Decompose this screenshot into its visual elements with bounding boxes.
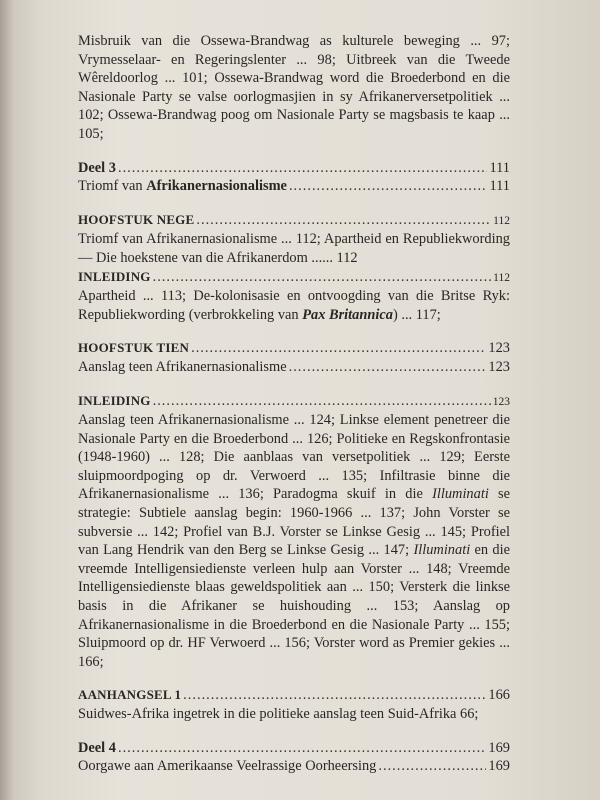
deel3-subtitle-prefix: Triomf van [78, 178, 147, 195]
intro-paragraph: Misbruik van die Ossewa-Brandwag as kulturele beweging ... 97; Vrymesselaar- en Regeringslenter ... 98; Uitbreek van die Tweede Wêreldoorlog ... 101; Ossewa-Brandwag word die Broederbond en die Nasionale Party se valse oorlogmasjien in sy Afrikanerversetpolitiek ... 102; Ossewa-Brandwag poog om Nasionale Party se magsbasis te kaap ... 105; [78, 33, 510, 142]
deel3-subtitle [78, 177, 287, 196]
leader-dots [289, 358, 487, 377]
leader-dots [191, 339, 486, 358]
deel3-page: 111 [489, 159, 510, 176]
leader-dots [183, 686, 486, 705]
hoofstuk-tien-subtitle-page: 123 [488, 358, 510, 375]
deel3-subtitle-page: 111 [489, 178, 510, 195]
aanhangsel-1-text: Suidwes-Afrika ingetrek in die politieke aanslag teen Suid-Afrika 66; [78, 706, 479, 722]
inleiding-2-text-c: en die vreemde Intelligensiedienste verleen hulp aan Vorster ... 148; Vreemde Intelligensiedienste blaas geweldspolitiek aan ... 150; Versterk die linkse basis in die Afrikaner se huishouding ... 153; Aanslag op Afrikanernasionalisme in die Broederbond en die Nasionale Party ... 155; Sluipmoord op dr. HF Verwoerd ... 156; Vorster word as Premier gekies ... 166; [78, 542, 511, 670]
leader-dots [378, 757, 486, 776]
inleiding-2-text [78, 411, 510, 671]
hoofstuk-tien-entry [78, 339, 510, 358]
deel3-entry [78, 159, 510, 178]
hoofstuk-tien-page: 123 [488, 340, 510, 357]
table-of-contents [78, 32, 510, 776]
inleiding-1-page: 112 [493, 271, 510, 284]
leader-dots [118, 739, 486, 758]
inleiding-1-entry [78, 268, 510, 288]
leader-dots [289, 177, 488, 196]
inleiding-2-entry [78, 392, 510, 412]
hoofstuk-tien-subtitle-entry [78, 358, 510, 377]
inleiding-2-label: INLEIDING [78, 392, 151, 408]
hoofstuk-tien-label: HOOFSTUK TIEN [78, 340, 190, 356]
deel3-subtitle-entry [78, 177, 510, 196]
inleiding-2-italic-1: Illuminati [432, 486, 489, 503]
inleiding-2-italic-2: Illuminati [413, 542, 471, 559]
leader-dots [118, 159, 488, 178]
deel4-page: 169 [488, 739, 510, 756]
deel3-label: Deel 3 [78, 159, 116, 176]
leader-dots [196, 211, 491, 230]
aanhangsel-1-entry [78, 686, 510, 705]
inleiding-1-text-b: ) ... 117; [392, 306, 441, 323]
inleiding-1-text [78, 287, 510, 324]
deel4-subtitle-entry [78, 757, 510, 776]
hoofstuk-nege-page: 112 [493, 214, 510, 227]
hoofstuk-nege-text: Triomf van Afrikanernasionalisme ... 112; Apartheid en Republiekwording — Die hoekstene van die Afrikanerdom ...... 112 [78, 231, 510, 266]
leader-dots [153, 268, 492, 287]
inleiding-2-text-b: se strategie: Subtiele aanslag begin: 1960-1966 ... 137; John Vorster se subversie ... 142; Profiel van B.J. Vorster se Linkse Gesig ... 145; Profiel van Lang Hendrik van den Berg se Linkse Gesig ... 147; [78, 486, 511, 559]
inleiding-2-text-a: Aanslag teen Afrikanernasionalisme ... 124; Linkse element penetreer die Nasionale Party en die Broederbond ... 126; Politieke en Regskonfrontasie (1948-1960) ... 128; Die aanblaas van versetpolitiek ... 129; Eerste sluipmoordpoging op dr. Verwoerd ... 135; Infiltrasie binne die Afrikanernasionalisme ... 136; Paradogma skuif in die [78, 412, 510, 503]
leader-dots [153, 392, 491, 411]
hoofstuk-nege-label: HOOFSTUK NEGE [78, 211, 195, 227]
deel4-subtitle: Oorgawe aan Amerikaanse Veelrassige Oorheersing [78, 758, 377, 775]
deel4-label: Deel 4 [78, 739, 116, 756]
aanhangsel-1-page: 166 [488, 687, 510, 704]
page-edge-shadow [0, 0, 14, 800]
deel3-subtitle-bold: Afrikanernasionalisme [146, 178, 287, 195]
inleiding-1-label: INLEIDING [78, 268, 151, 284]
hoofstuk-nege-entry [78, 211, 510, 231]
deel4-entry [78, 739, 510, 758]
inleiding-1-text-a: Apartheid ... 113; De-kolonisasie en ontvoogding van die Britse Ryk: Republiekwording (verbrokkeling van [78, 288, 510, 323]
inleiding-2-page: 123 [492, 395, 510, 408]
deel4-subtitle-page: 169 [488, 758, 510, 775]
aanhangsel-1-label: AANHANGSEL 1 [78, 687, 182, 703]
hoofstuk-tien-subtitle: Aanslag teen Afrikanernasionalisme [78, 358, 287, 375]
inleiding-1-italic: Pax Britannica [302, 306, 393, 323]
